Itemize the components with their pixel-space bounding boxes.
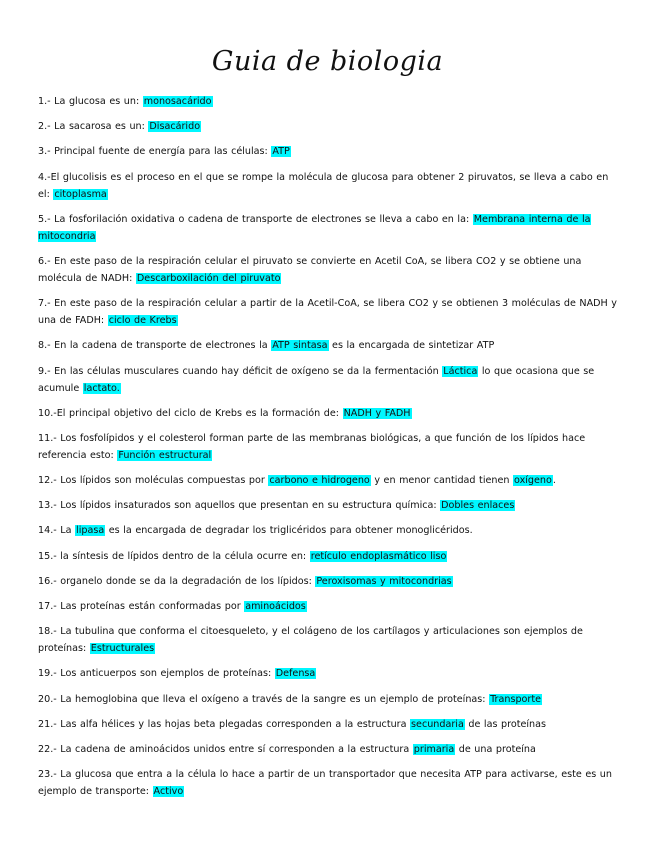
- question-text: 22.- La cadena de aminoácidos unidos entre sí corresponden a la estructura: [38, 743, 413, 755]
- question-text: lo que ocasiona que se acumule: [38, 365, 595, 394]
- highlighted-answer: Láctica: [443, 365, 478, 377]
- question-text: de las proteínas: [464, 718, 547, 730]
- question-text: de una proteína: [455, 743, 536, 755]
- highlighted-answer: Disacárido: [149, 121, 201, 133]
- highlighted-answer: lactato.: [83, 382, 120, 394]
- highlighted-answer: carbono e hidrogeno: [269, 475, 370, 487]
- highlighted-answer: ATP: [272, 146, 290, 158]
- question-text: y en menor cantidad tienen: [370, 475, 513, 487]
- highlighted-answer: aminoácidos: [245, 601, 306, 612]
- question-text: 7.- En este paso de la respiración celular a partir de la Acetil-CoA, se libera CO2 y se obtienen 3 moléculas de NADH y una de FADH:: [38, 298, 617, 327]
- question-text: 20.- La hemoglobina que lleva el oxígeno a través de la sangre es un ejemplo de proteínas:: [38, 693, 490, 705]
- highlighted-answer: Dobles enlaces: [441, 500, 515, 512]
- question-text: 17.- Las proteínas están conformadas por: [38, 601, 245, 612]
- question-text: es la encargada de sintetizar ATP: [328, 340, 495, 352]
- question-item: [38, 118, 618, 135]
- highlighted-answer: ciclo de Krebs: [108, 315, 177, 327]
- question-item: [38, 93, 618, 110]
- question-item: [38, 522, 618, 539]
- highlighted-answer: citoplasma: [54, 188, 107, 200]
- question-item: [38, 766, 618, 800]
- question-text: 3.- Principal fuente de energía para las células:: [38, 146, 272, 158]
- highlighted-answer: Descarboxilación del piruvato: [136, 272, 281, 284]
- highlighted-answer: oxígeno: [514, 475, 552, 487]
- question-text: 12.- Los lípidos son moléculas compuestas por: [38, 475, 269, 487]
- question-text: 15.- la síntesis de lípidos dentro de la célula ocurre en:: [38, 550, 310, 562]
- highlighted-answer: Estructurales: [90, 643, 155, 655]
- question-text: 18.- La tubulina que conforma el citoesqueleto, y el colágeno de los cartílagos y articulaciones son ejemplos de proteínas:: [38, 626, 583, 655]
- question-item: [38, 405, 618, 422]
- question-text: 2.- La sacarosa es un:: [38, 121, 149, 133]
- document-title: Guia de biologia: [211, 46, 444, 77]
- question-item: [38, 143, 618, 160]
- highlighted-answer: Defensa: [275, 668, 316, 680]
- question-text: 13.- Los lípidos insaturados son aquellos que presentan en su estructura química:: [38, 500, 441, 512]
- highlighted-answer: Peroxisomas y mitocondrias: [316, 575, 452, 587]
- highlighted-answer: Transporte: [490, 693, 542, 705]
- question-text: 6.- En este paso de la respiración celular el piruvato se convierte en Acetil CoA, se libera CO2 y se obtiene una molécula de NADH:: [38, 255, 582, 284]
- question-item: [38, 430, 618, 464]
- question-item: [38, 573, 618, 590]
- question-item: [38, 253, 618, 287]
- highlighted-answer: Activo: [153, 786, 184, 798]
- question-text: es la encargada de degradar los triglicéridos para obtener monoglicéridos.: [105, 525, 473, 537]
- question-item: [38, 548, 618, 565]
- question-item: [38, 472, 618, 489]
- question-item: [38, 665, 618, 682]
- question-item: [38, 337, 618, 354]
- highlighted-answer: NADH y FADH: [343, 407, 411, 419]
- question-text: 5.- La fosforilación oxidativa o cadena de transporte de electrones se lleva a cabo en la:: [38, 213, 473, 225]
- question-text: 21.- Las alfa hélices y las hojas beta plegadas corresponden a la estructura: [38, 718, 411, 730]
- question-text: 10.-El principal objetivo del ciclo de Krebs es la formación de:: [38, 407, 343, 419]
- highlighted-answer: retículo endoplasmático liso: [310, 550, 447, 562]
- question-list: [38, 93, 618, 808]
- question-item: [38, 169, 618, 203]
- question-item: [38, 623, 618, 657]
- highlighted-answer: Membrana interna de la mitocondria: [38, 213, 591, 242]
- question-text: 14.- La: [38, 525, 76, 537]
- question-text: .: [552, 475, 556, 487]
- question-text: 1.- La glucosa es un:: [38, 96, 143, 107]
- highlighted-answer: primaria: [413, 743, 455, 755]
- question-text: 19.- Los anticuerpos son ejemplos de proteínas:: [38, 668, 275, 680]
- question-item: [38, 363, 618, 397]
- highlighted-answer: secundaria: [411, 718, 464, 730]
- question-text: 9.- En las células musculares cuando hay déficit de oxígeno se da la fermentación: [38, 365, 443, 377]
- question-item: [38, 741, 618, 758]
- question-text: 4.-El glucolisis es el proceso en el que se rompe la molécula de glucosa para obtener 2 piruvatos, se lleva a cabo en el:: [38, 171, 609, 200]
- question-text: 23.- La glucosa que entra a la célula lo hace a partir de un transportador que necesita ATP para activarse, este es un ejemplo de transporte:: [38, 769, 612, 798]
- question-item: [38, 211, 618, 245]
- question-text: 16.- organelo donde se da la degradación de los lípidos:: [38, 575, 316, 587]
- question-item: [38, 716, 618, 733]
- highlighted-answer: ATP sintasa: [272, 340, 328, 352]
- question-item: [38, 598, 618, 615]
- question-text: 11.- Los fosfolípidos y el colesterol forman parte de las membranas biológicas, a que función de los lípidos hace referencia esto:: [38, 432, 586, 461]
- highlighted-answer: Función estructural: [118, 449, 212, 461]
- question-item: [38, 295, 618, 329]
- question-text: 8.- En la cadena de transporte de electrones la: [38, 340, 272, 352]
- question-item: [38, 497, 618, 514]
- question-item: [38, 691, 618, 708]
- highlighted-answer: lipasa: [76, 525, 105, 537]
- highlighted-answer: monosacárido: [143, 96, 212, 107]
